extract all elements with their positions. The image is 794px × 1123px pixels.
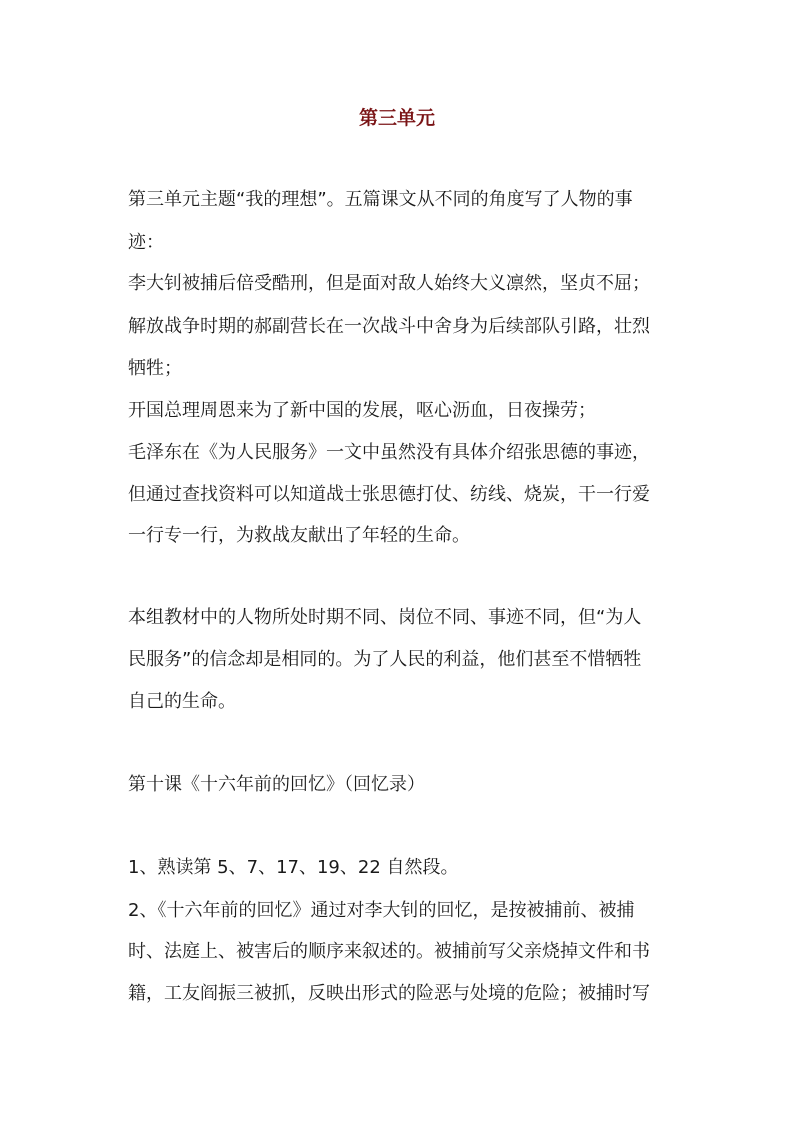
text-line: 2、《十六年前的回忆》通过对李大钊的回忆，是按被捕前、被捕 (128, 900, 635, 921)
text-line: 解放战争时期的郝副营长在一次战斗中舍身为后续部队引路，壮烈 (128, 316, 650, 337)
text-line: 民服务”的信念却是相同的。为了人民的利益，他们甚至不惜牺牲 (128, 649, 642, 670)
text-line: 1、熟读第 5、7、17、19、22 自然段。 (128, 857, 459, 878)
text-line: 开国总理周恩来为了新中国的发展，呕心沥血，日夜操劳； (128, 400, 596, 421)
text-line: 本组教材中的人物所处时期不同、岗位不同、事迹不同，但“为人 (128, 607, 642, 628)
page-title: 第三单元 (358, 107, 435, 129)
text-line: 一行专一行，为救战友献出了年轻的生命。 (128, 525, 470, 546)
text-line: 牺牲； (128, 358, 182, 379)
text-line: 李大钊被捕后倍受酷刑，但是面对敌人始终大义凛然，坚贞不屈； (128, 273, 650, 294)
text-line: 毛泽东在《为人民服务》一文中虽然没有具体介绍张思德的事迹， (128, 442, 650, 463)
text-line: 但通过查找资料可以知道战士张思德打仗、纺线、烧炭，干一行爱 (128, 484, 650, 505)
text-line: 第三单元主题“我的理想”。五篇课文从不同的角度写了人物的事 (128, 189, 633, 210)
section-heading: 第十课《十六年前的回忆》（回忆录） (128, 774, 425, 795)
text-line: 迹： (128, 232, 164, 253)
text-line: 自己的生命。 (128, 691, 236, 712)
text-line: 时、法庭上、被害后的顺序来叙述的。被捕前写父亲烧掉文件和书 (128, 941, 650, 962)
text-line: 籍，工友阎振三被抓，反映出形式的险恶与处境的危险；被捕时写 (128, 983, 650, 1004)
